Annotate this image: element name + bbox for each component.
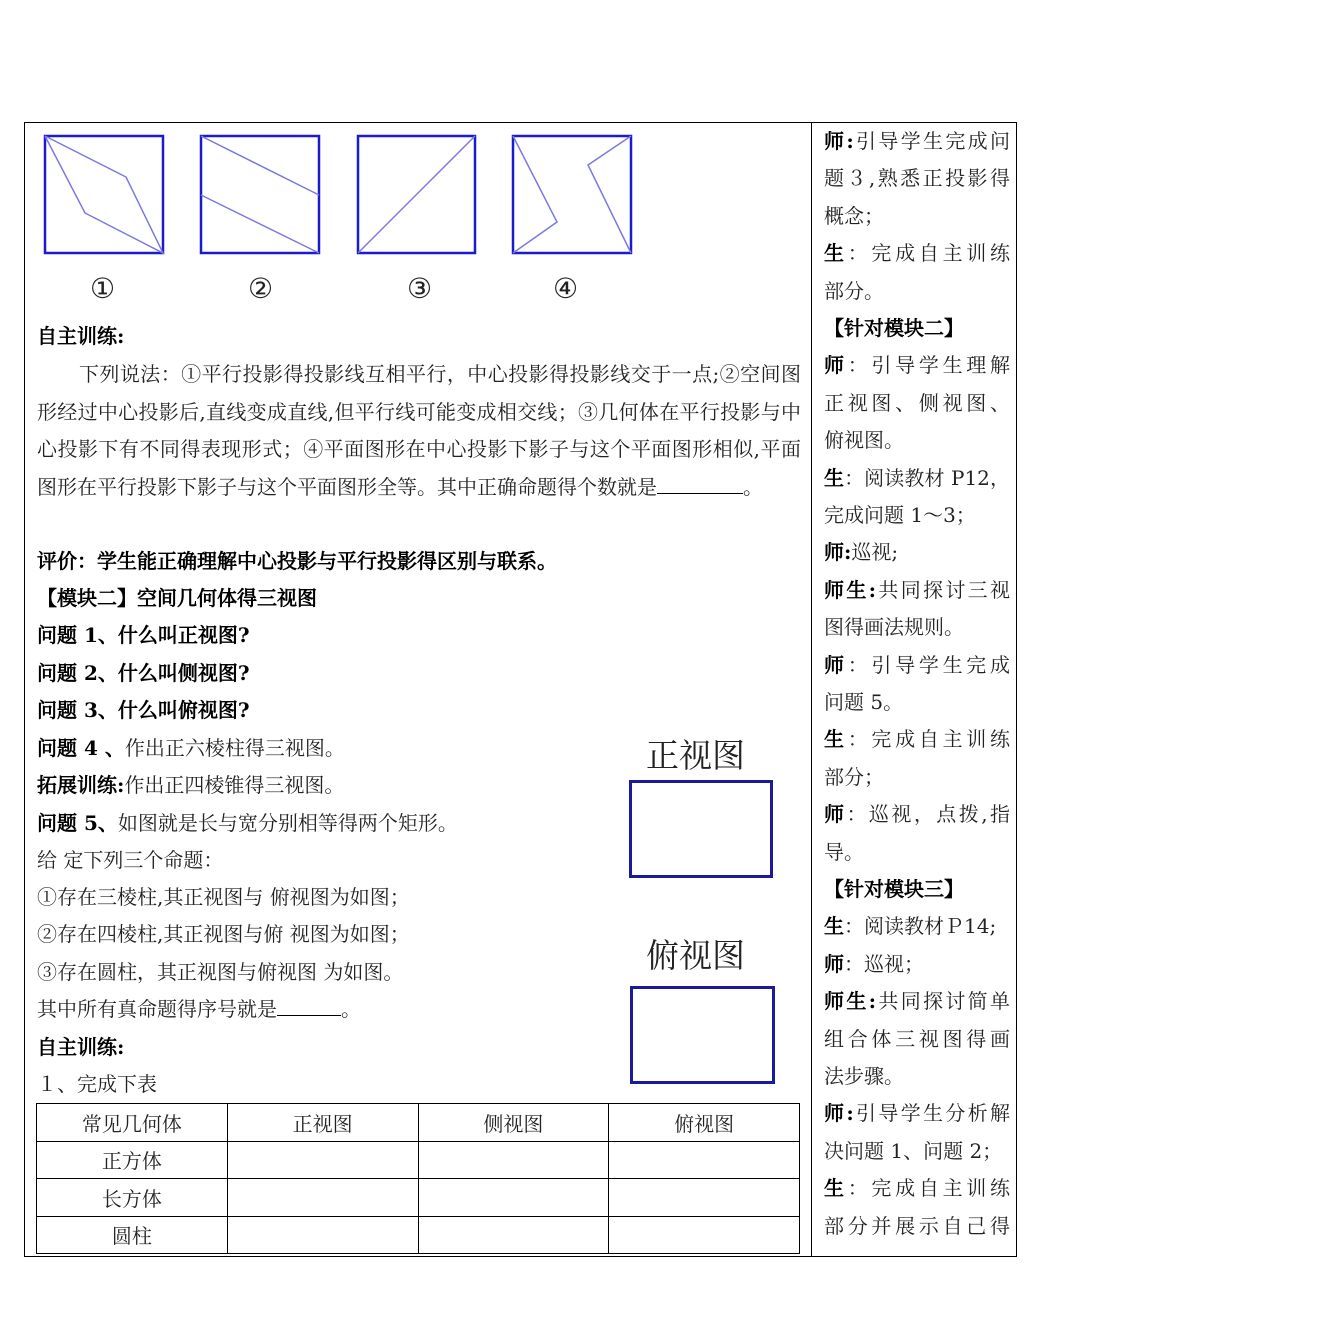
- side-note-text: 巡视;: [851, 540, 899, 565]
- side-note-text: 引导学生分析解: [853, 1101, 1011, 1126]
- question-5: [37, 811, 458, 835]
- side-note-line: [824, 353, 1010, 377]
- side-note-line: [824, 1176, 1010, 1200]
- table-cell[interactable]: [418, 1179, 609, 1217]
- side-note-line: [824, 204, 1010, 228]
- table-header: 俯视图: [609, 1104, 800, 1142]
- side-note-line: [824, 391, 1010, 415]
- side-note-speaker: 师:: [824, 1101, 854, 1126]
- figure-label-1: ①: [90, 272, 116, 305]
- side-note-text: ：完成自主训练: [847, 727, 1011, 752]
- side-note-text: ：阅读教材 P12，: [844, 465, 1010, 490]
- table-row-label: 正方体: [37, 1141, 228, 1179]
- side-note-line: [824, 653, 1010, 677]
- question-4-text: 作出正六棱柱得三视图。: [124, 736, 345, 760]
- fill-table-instruction: １、完成下表: [37, 1072, 157, 1096]
- table-header: 常见几何体: [37, 1104, 228, 1142]
- figure-label-2: ②: [248, 272, 274, 305]
- side-note-text: ：巡视；: [844, 951, 924, 976]
- side-note-line: [824, 615, 1010, 639]
- extension-training: [37, 773, 344, 797]
- side-note-line: [824, 840, 1010, 864]
- side-note-text: 正视图、侧视图、: [824, 390, 1010, 415]
- side-note-text: 问题 5。: [824, 690, 904, 714]
- side-note-line: [824, 914, 1010, 938]
- side-note-line: [824, 765, 1010, 789]
- side-note-text: 部分。: [824, 278, 884, 303]
- top-view-label: 俯视图: [646, 936, 745, 975]
- figure-4: [513, 136, 631, 253]
- side-note-line: [824, 1027, 1010, 1051]
- figure-label-4: ④: [553, 272, 579, 305]
- table-row: [37, 1179, 800, 1217]
- table-cell[interactable]: [418, 1216, 609, 1254]
- side-note-text: 共同探讨三视: [876, 577, 1011, 602]
- side-note-text: ：阅读教材Ｐ14;: [844, 914, 997, 939]
- side-note-speaker: 生: [824, 914, 844, 939]
- side-note-text: 导。: [824, 839, 864, 864]
- table-header-row: [37, 1104, 800, 1142]
- training-text: 下列说法：①平行投影得投影线互相平行，中心投影得投影线交于一点;②空间图形经过中心投影后,直线变成直线,但平行线可能变成相交线；③几何体在平行投影与中心投影下有不同得表现形式；④平面图形在中心投影下影子与这个平面图形相似,平面图形在平行投影下影子与这个平面图形全等。其中正确命题得个数就是: [37, 362, 801, 499]
- side-note-text: 部分；: [824, 764, 884, 789]
- answer-blank-1[interactable]: [657, 475, 743, 494]
- side-note-text: ：完成自主训练: [847, 1176, 1011, 1201]
- side-note-line: [824, 241, 1010, 265]
- answer-question: [37, 997, 361, 1021]
- side-note-text: 决问题 1、问题 2；: [824, 1138, 1003, 1163]
- training-heading-2: 自主训练:: [37, 1035, 125, 1059]
- side-note-line: [824, 540, 1010, 564]
- training-heading-1: 自主训练:: [37, 324, 125, 348]
- table-cell[interactable]: [227, 1179, 418, 1217]
- side-note-line: [824, 503, 1010, 527]
- side-note-speaker: 师: [824, 353, 848, 378]
- question-1: 问题 1、什么叫正视图?: [37, 623, 250, 647]
- side-note-speaker: 师生:: [824, 577, 877, 602]
- question-3: 问题 3、什么叫俯视图?: [37, 698, 250, 722]
- side-note-text: ：引导学生理解: [847, 353, 1011, 378]
- side-note-line: [824, 578, 1010, 602]
- table-row-label: 圆柱: [37, 1216, 228, 1254]
- question-5-text: 如图就是长与宽分别相等得两个矩形。: [117, 811, 458, 835]
- module2-title: 【模块二】空间几何体得三视图: [37, 586, 317, 610]
- training-paragraph: [37, 356, 801, 506]
- side-note-line: [824, 1101, 1010, 1125]
- side-note-line: [824, 1214, 1010, 1238]
- table-cell[interactable]: [609, 1179, 800, 1217]
- question-5-label: 问题 5、: [37, 811, 118, 835]
- front-view-rect: [629, 780, 773, 878]
- side-note-line: [824, 690, 1010, 714]
- side-note-speaker: 生: [824, 241, 848, 266]
- side-note-text: 引导学生完成问: [853, 129, 1011, 153]
- table-cell[interactable]: [418, 1141, 609, 1179]
- side-note-line: [824, 279, 1010, 303]
- side-note-line: [824, 727, 1010, 751]
- side-note-speaker: 生: [824, 1176, 848, 1201]
- figure-2: [201, 136, 319, 253]
- table-row-label: 长方体: [37, 1179, 228, 1217]
- side-note-speaker: 生: [824, 727, 848, 752]
- extension-text: 作出正四棱锥得三视图。: [124, 773, 345, 797]
- table-row: [37, 1141, 800, 1179]
- given-propositions: 给 定下列三个命题：: [37, 848, 224, 872]
- side-note-line: [824, 466, 1010, 490]
- side-note-line: [824, 428, 1010, 452]
- answer-blank-2[interactable]: [277, 997, 341, 1016]
- answer-question-text: 其中所有真命题得序号就是: [37, 997, 277, 1021]
- side-note-text: 共同探讨简单: [876, 989, 1011, 1014]
- table-header: 侧视图: [418, 1104, 609, 1142]
- answer-question-end: 。: [341, 997, 361, 1021]
- side-note-line: [824, 1064, 1010, 1088]
- side-note-speaker: 【针对模块三】: [824, 877, 964, 901]
- training-end: 。: [743, 474, 763, 499]
- question-4: [37, 736, 345, 760]
- table-header: 正视图: [227, 1104, 418, 1142]
- side-note-speaker: 师:: [824, 129, 854, 153]
- extension-label: 拓展训练:: [37, 773, 125, 797]
- side-note-line: [824, 166, 1010, 190]
- question-4-label: 问题 4 、: [37, 736, 125, 760]
- side-note-text: 图得画法规则。: [824, 615, 964, 640]
- table-cell[interactable]: [609, 1216, 800, 1254]
- side-note-line: [824, 129, 1010, 153]
- question-2: 问题 2、什么叫侧视图?: [37, 661, 250, 685]
- proposition-2: ②存在四棱柱,其正视图与俯 视图为如图；: [37, 922, 410, 946]
- side-note-text: 概念；: [824, 203, 884, 228]
- side-note-speaker: 师: [824, 652, 848, 677]
- side-note-line: [824, 952, 1010, 976]
- column-divider: [811, 122, 812, 1257]
- side-note-text: 部分并展示自己得: [824, 1213, 1010, 1238]
- side-note-line: [824, 989, 1010, 1013]
- side-note-line: [824, 802, 1010, 826]
- proposition-1: ①存在三棱柱,其正视图与 俯视图为如图；: [37, 885, 410, 909]
- figure-1: [45, 136, 163, 253]
- side-note-line: [824, 877, 1010, 901]
- side-note-text: 俯视图。: [824, 428, 904, 453]
- figure-label-3: ③: [407, 272, 433, 305]
- side-note-speaker: 生: [824, 465, 845, 490]
- side-note-text: 法步骤。: [824, 1064, 904, 1088]
- front-view-label: 正视图: [646, 736, 745, 775]
- side-note-line: [824, 1139, 1010, 1163]
- three-view-table: [36, 1103, 800, 1254]
- table-cell[interactable]: [227, 1216, 418, 1254]
- side-note-text: 完成问题 1～3；: [824, 503, 976, 527]
- side-note-speaker: 师: [824, 951, 844, 976]
- table-cell[interactable]: [609, 1141, 800, 1179]
- side-note-text: ：完成自主训练: [847, 241, 1011, 266]
- side-note-text: ：巡视，点拨,指: [846, 802, 1011, 827]
- table-row: [37, 1216, 800, 1254]
- side-note-speaker: 师: [824, 802, 847, 827]
- side-note-text: ：引导学生完成: [847, 652, 1011, 677]
- table-cell[interactable]: [227, 1141, 418, 1179]
- side-note-speaker: 师生:: [824, 989, 877, 1014]
- top-view-rect: [630, 986, 775, 1084]
- side-note-text: 题３,熟悉正投影得: [824, 166, 1010, 191]
- side-note-speaker: 【针对模块二】: [824, 316, 964, 340]
- evaluation: 评价：学生能正确理解中心投影与平行投影得区别与联系。: [37, 549, 557, 573]
- side-note-speaker: 师:: [824, 540, 852, 565]
- side-note-text: 组合体三视图得画: [824, 1026, 1010, 1051]
- side-note-line: [824, 316, 1010, 340]
- projection-figures: [40, 130, 640, 260]
- proposition-3: ③存在圆柱，其正视图与俯视图 为如图。: [37, 960, 404, 984]
